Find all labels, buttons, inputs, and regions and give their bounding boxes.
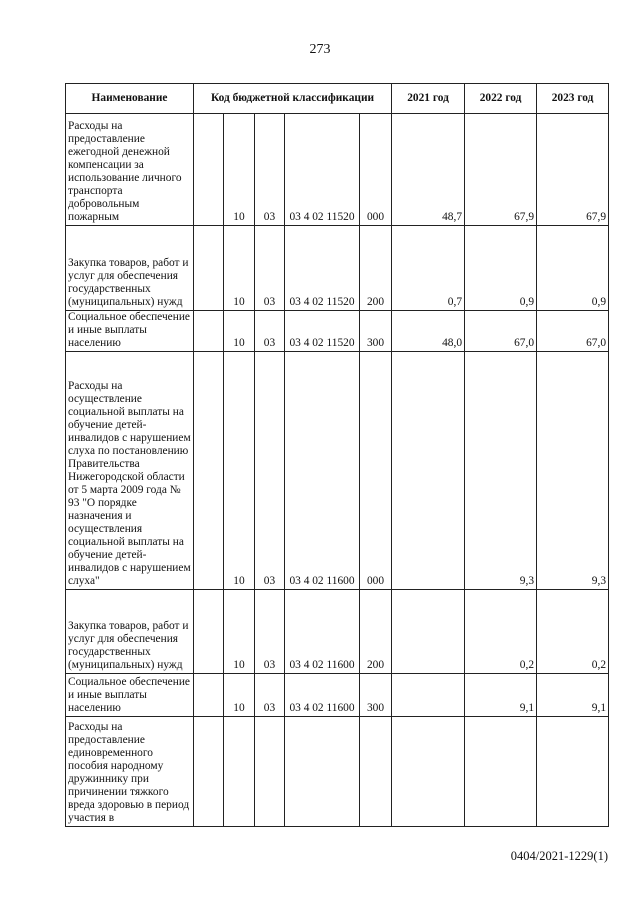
expense-type-code: 200 <box>360 590 392 674</box>
row-name: Закупка товаров, работ и услуг для обеспечения государственных (муниципальных) нужд <box>66 226 194 311</box>
subsection-code: 03 <box>255 226 285 311</box>
target-article-code: 03 4 02 11520 <box>285 226 360 311</box>
section-code: 10 <box>224 674 255 717</box>
header-2021: 2021 год <box>392 84 465 114</box>
subsection-code: 03 <box>255 590 285 674</box>
table-row <box>66 226 609 311</box>
value-2022: 0,2 <box>465 590 537 674</box>
row-name: Расходы на предоставление ежегодной денежной компенсации за использование личного транспорта добровольным пожарным <box>66 114 194 226</box>
section-code <box>224 717 255 827</box>
row-name: Расходы на предоставление единовременного пособия народному дружиннику при причинении тяжкого вреда здоровью в период участия в <box>66 717 194 827</box>
table-row <box>66 590 609 674</box>
value-2022: 9,1 <box>465 674 537 717</box>
value-2022: 0,9 <box>465 226 537 311</box>
header-2022: 2022 год <box>465 84 537 114</box>
value-2023: 9,3 <box>537 352 609 590</box>
expense-type-code <box>360 717 392 827</box>
value-2021: 48,7 <box>392 114 465 226</box>
table-row <box>66 352 609 590</box>
value-2021 <box>392 352 465 590</box>
empty-cell <box>194 717 224 827</box>
table-row <box>66 311 609 352</box>
subsection-code: 03 <box>255 674 285 717</box>
empty-cell <box>194 674 224 717</box>
section-code: 10 <box>224 352 255 590</box>
section-code: 10 <box>224 590 255 674</box>
row-name: Социальное обеспечение и иные выплаты населению <box>66 674 194 717</box>
expense-type-code: 000 <box>360 114 392 226</box>
empty-cell <box>194 311 224 352</box>
empty-cell <box>194 114 224 226</box>
value-2021: 0,7 <box>392 226 465 311</box>
section-code: 10 <box>224 311 255 352</box>
value-2023 <box>537 717 609 827</box>
subsection-code: 03 <box>255 352 285 590</box>
row-name: Закупка товаров, работ и услуг для обеспечения государственных (муниципальных) нужд <box>66 590 194 674</box>
target-article-code <box>285 717 360 827</box>
value-2023: 67,9 <box>537 114 609 226</box>
value-2022: 67,0 <box>465 311 537 352</box>
value-2023: 0,2 <box>537 590 609 674</box>
row-name: Социальное обеспечение и иные выплаты населению <box>66 311 194 352</box>
table-row <box>66 717 609 827</box>
budget-table <box>65 83 609 827</box>
value-2022 <box>465 717 537 827</box>
table-header-row <box>66 84 609 114</box>
value-2021 <box>392 590 465 674</box>
expense-type-code: 300 <box>360 311 392 352</box>
target-article-code: 03 4 02 11600 <box>285 590 360 674</box>
empty-cell <box>194 352 224 590</box>
header-2023: 2023 год <box>537 84 609 114</box>
section-code: 10 <box>224 226 255 311</box>
empty-cell <box>194 226 224 311</box>
value-2021 <box>392 717 465 827</box>
subsection-code: 03 <box>255 311 285 352</box>
value-2021 <box>392 674 465 717</box>
value-2022: 9,3 <box>465 352 537 590</box>
subsection-code: 03 <box>255 114 285 226</box>
document-code: 0404/2021-1229(1) <box>510 849 608 863</box>
value-2023: 9,1 <box>537 674 609 717</box>
value-2023: 67,0 <box>537 311 609 352</box>
subsection-code <box>255 717 285 827</box>
table-row <box>66 674 609 717</box>
target-article-code: 03 4 02 11520 <box>285 114 360 226</box>
page-number: 273 <box>309 42 331 57</box>
empty-cell <box>194 590 224 674</box>
section-code: 10 <box>224 114 255 226</box>
header-name: Наименование <box>66 84 194 114</box>
expense-type-code: 200 <box>360 226 392 311</box>
target-article-code: 03 4 02 11520 <box>285 311 360 352</box>
target-article-code: 03 4 02 11600 <box>285 674 360 717</box>
value-2022: 67,9 <box>465 114 537 226</box>
expense-type-code: 000 <box>360 352 392 590</box>
value-2021: 48,0 <box>392 311 465 352</box>
row-name: Расходы на осуществление социальной выплаты на обучение детей-инвалидов с нарушением слуха по постановлению Правительства Нижегородской области от 5 марта 2009 года № 93 "О порядке назначения и осуществления социальной выплаты на обучение детей-инвалидов с нарушением слуха" <box>66 352 194 590</box>
target-article-code: 03 4 02 11600 <box>285 352 360 590</box>
table-row <box>66 114 609 226</box>
value-2023: 0,9 <box>537 226 609 311</box>
expense-type-code: 300 <box>360 674 392 717</box>
header-code: Код бюджетной классификации <box>194 84 392 114</box>
